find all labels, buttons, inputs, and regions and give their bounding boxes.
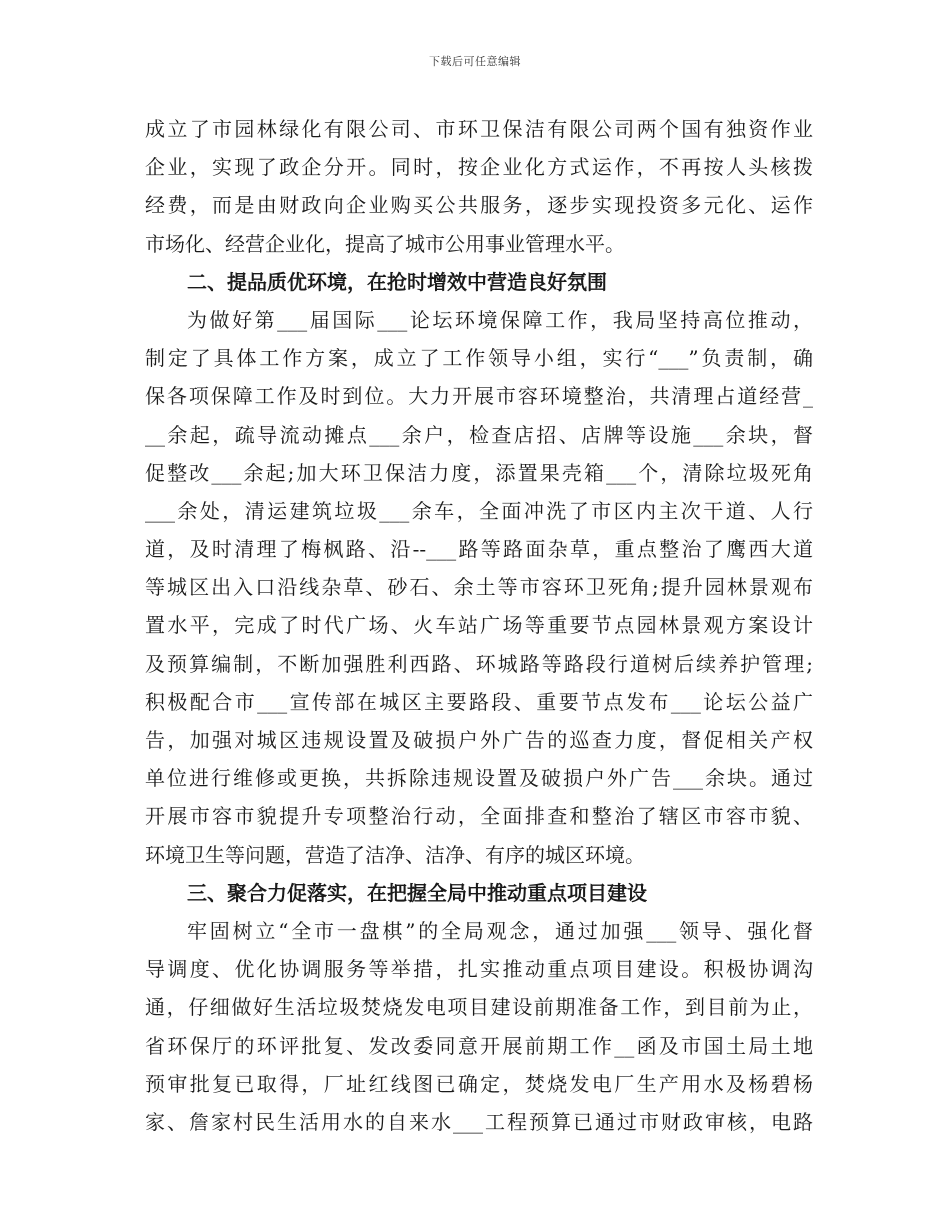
paragraph-first-line: 为做好第___届国际___论坛环境保障工作，我局坚持高位推动， [187,307,813,332]
document-body [145,110,813,1141]
paragraph-line: 开展市容市貌提升专项整治行动，全面排查和整治了辖区市容市貌、 [145,804,813,829]
page-header-note: 下载后可任意编辑 [429,55,521,68]
paragraph-line: 积极配合市___宣传部在城区主要路段、重要节点发布___论坛公益广 [145,689,813,714]
paragraph-line: 预审批复已取得，厂址红线图已确定，焚烧发电厂生产用水及杨碧杨 [145,1071,813,1096]
paragraph-line: __余起，疏导流动摊点___余户，检查店招、店牌等设施___余块，督 [145,422,813,447]
paragraph-line: 企业，实现了政企分开。同时，按企业化方式运作，不再按人头核拨 [145,155,813,180]
paragraph-line: 等城区出入口沿线杂草、砂石、余土等市容环卫死角;提升园林景观布 [145,575,813,600]
paragraph-line: 道，及时清理了梅枫路、沿--___路等路面杂草，重点整治了鹰西大道 [145,537,813,562]
paragraph-line: ___余处，清运建筑垃圾___余车，全面冲洗了市区内主次干道、人行 [145,498,813,523]
paragraph-last-line: 市场化、经营企业化，提高了城市公用事业管理水平。 [145,231,625,256]
paragraph-line: 置水平，完成了时代广场、火车站广场等重要节点园林景观方案设计 [145,613,813,638]
paragraph-line: 导调度、优化协调服务等举措，扎实推动重点项目建设。积极协调沟 [145,957,813,982]
paragraph-line: 家、詹家村民生活用水的自来水___工程预算已通过市财政审核，电路 [145,1109,813,1134]
section-heading: 二、提品质优环境，在抢时增效中营造良好氛围 [187,269,607,294]
paragraph-line: 及预算编制，不断加强胜利西路、环城路等路段行道树后续养护管理; [145,651,813,676]
paragraph-line: 单位进行维修或更换，共拆除违规设置及破损户外广告___余块。通过 [145,766,813,791]
paragraph-first-line: 牢固树立“全市一盘棋”的全局观念，通过加强___领导、强化督 [187,918,813,943]
paragraph-line: 经费，而是由财政向企业购买公共服务，逐步实现投资多元化、运作 [145,193,813,218]
paragraph-line: 保各项保障工作及时到位。大力开展市容环境整治，共清理占道经营_ [145,384,813,409]
paragraph-line: 省环保厅的环评批复、发改委同意开展前期工作__函及市国土局土地 [145,1033,813,1058]
paragraph-line: 成立了市园林绿化有限公司、市环卫保洁有限公司两个国有独资作业 [145,117,813,141]
paragraph-line: 制定了具体工作方案，成立了工作领导小组，实行“___”负责制，确 [145,346,813,371]
paragraph-last-line: 环境卫生等问题，营造了洁净、洁净、有序的城区环境。 [145,842,645,867]
paragraph-line: 告，加强对城区违规设置及破损户外广告的巡查力度，督促相关产权 [145,728,813,752]
paragraph-line: 通，仔细做好生活垃圾焚烧发电项目建设前期准备工作，到目前为止， [145,995,813,1020]
paragraph-line: 促整改___余起;加大环卫保洁力度，添置果壳箱___个，清除垃圾死角 [145,460,813,485]
section-heading: 三、聚合力促落实，在把握全局中推动重点项目建设 [187,880,647,905]
